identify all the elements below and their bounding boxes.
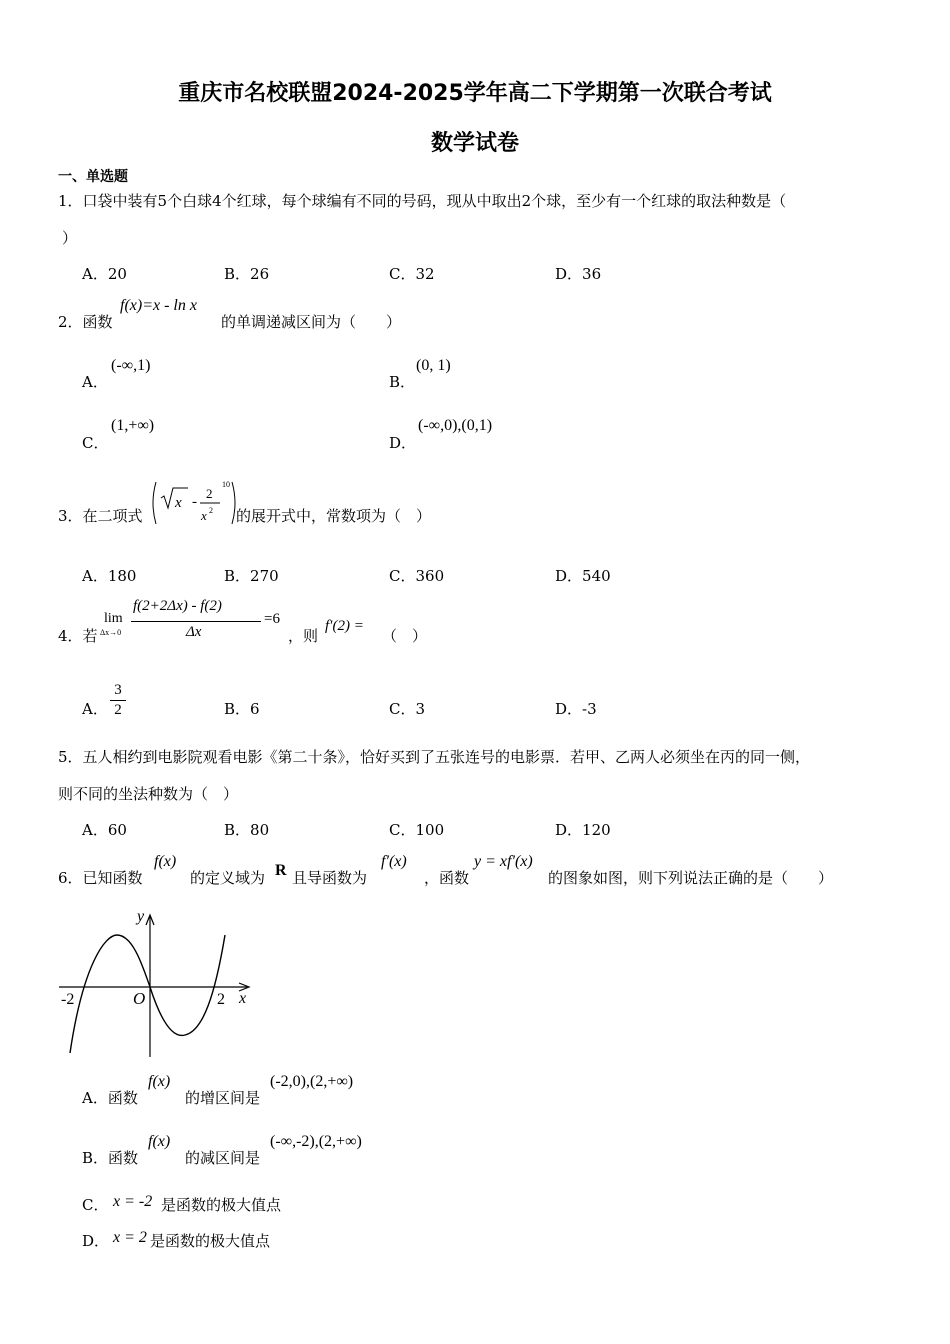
graph-curve [70,935,225,1053]
svg-text:2: 2 [209,506,213,515]
q4-option-d[interactable]: D．-3 [555,700,597,718]
q4-mid: ，则 [288,627,319,645]
q6-option-b-label: B． [82,1149,109,1167]
q6-post: 的图象如图，则下列说法正确的是（ ） [548,869,834,887]
q6-option-a-label: A． [82,1089,108,1107]
q2-number: 2． [58,313,83,331]
q6-option-c-math: x = -2 [113,1193,153,1210]
q5-option-c[interactable]: C．100 [389,821,445,839]
graph-neg2-label: -2 [61,991,75,1008]
question-6 [58,867,143,888]
q4-option-b[interactable]: B．6 [224,700,260,718]
q6-pre: 已知函数 [82,869,143,887]
q4-option-c[interactable]: C．3 [389,700,426,718]
q6-option-b-mid: 的减区间是 [185,1149,261,1167]
q6-option-a-f: f(x) [148,1073,171,1090]
q3-binomial-expression [148,478,240,528]
q3-option-b[interactable]: B．270 [224,567,279,585]
q4-option-a-label[interactable]: A． [82,700,108,718]
q4-option-a-denominator: 2 [114,702,122,718]
q5-line2: 则不同的坐法种数为（ ） [58,785,239,803]
q4-lim-subscript: Δx→0 [100,628,122,637]
q1-option-a[interactable]: A．20 [82,265,127,283]
page-subtitle: 数学试卷 [430,131,519,156]
q5-line1: 五人相约到电影院观看电影《第二十条》，恰好买到了五张连号的电影票．若甲、乙两人必须坐在丙的同一侧， [82,748,811,766]
q1-option-c[interactable]: C．32 [389,265,435,283]
q1-text: 口袋中装有5个白球4个红球，每个球编有不同的号码，现从中取出2个球，至少有一个红球的取法种数是（ [82,192,787,210]
q6-mid3: ，函数 [424,869,470,887]
q3-post: 的展开式中，常数项为（ ） [236,507,432,525]
graph-x-label: x [239,990,247,1007]
q6-option-b-f: f(x) [148,1133,171,1150]
q4-option-a-numerator: 3 [114,682,122,698]
q4-rhs: f′(2) = [325,618,364,634]
q6-option-d-text: 是函数的极大值点 [150,1232,271,1250]
q3-option-d[interactable]: D．540 [555,567,611,585]
q2-option-b-value: (0, 1) [416,357,451,374]
q4-fraction-bar [131,621,261,622]
svg-text:x: x [175,495,182,511]
graph-origin-label: O [133,989,146,1008]
q6-option-d-math: x = 2 [113,1229,147,1246]
q4-post: （ ） [382,627,428,645]
q6-option-b-value: (-∞,-2),(2,+∞) [270,1133,362,1150]
q6-R: R [275,862,287,879]
q2-option-d-label[interactable]: D． [389,434,417,452]
q6-option-c-text: 是函数的极大值点 [161,1196,282,1214]
q3-pre: 在二项式 [82,507,143,525]
page-title: 重庆市名校联盟2024-2025学年高二下学期第一次联合考试 [178,81,772,106]
q4-number: 4． [58,627,83,645]
question-3 [58,505,143,526]
q6-option-a-pre: 函数 [107,1089,138,1107]
svg-text:-: - [192,494,197,510]
q6-option-a-mid: 的增区间是 [185,1089,261,1107]
q4-numerator: f(2+2Δx) - f(2) [133,598,222,614]
q6-mid2: 且导函数为 [292,869,368,887]
q4-equals: =6 [264,611,280,627]
svg-text:2: 2 [206,486,213,501]
q4-option-a-fraction [108,682,128,719]
q6-option-a-value: (-2,0),(2,+∞) [270,1073,354,1090]
q1-option-d[interactable]: D．36 [555,265,602,283]
graph-y-label: y [137,908,145,925]
q5-option-b[interactable]: B．80 [224,821,270,839]
svg-text:x: x [201,508,207,523]
q6-y: y = xf′(x) [474,853,533,870]
q5-option-a[interactable]: A．60 [82,821,127,839]
q6-option-c[interactable] [82,1194,108,1215]
q6-option-d[interactable] [82,1230,109,1251]
question-2 [58,311,113,332]
q2-pre: 函数 [82,313,113,331]
q5-option-d[interactable]: D．120 [555,821,611,839]
q6-option-a[interactable] [82,1087,138,1108]
q2-formula: f(x)=x - ln x [120,297,197,314]
q1-number: 1． [58,192,83,210]
q6-option-d-label: D． [82,1232,110,1250]
q2-option-a-label[interactable]: A． [82,373,108,391]
q2-option-b-label[interactable]: B． [389,373,416,391]
q6-graph [55,905,255,1060]
q6-f: f(x) [154,853,177,870]
q6-option-b[interactable] [82,1147,138,1168]
q4-denominator: Δx [186,624,202,640]
q3-option-c[interactable]: C．360 [389,567,445,585]
q1-close-paren: ） [62,229,78,247]
q4-pre: 若 [82,627,98,645]
q6-option-b-pre: 函数 [108,1149,139,1167]
q6-option-c-label: C． [82,1196,109,1214]
q2-post: 的单调递减区间为（ ） [221,313,402,331]
question-1 [58,190,786,211]
q6-number: 6． [58,869,83,887]
q6-fp: f′(x) [381,853,407,870]
q4-lim: lim [104,611,123,626]
q2-option-c-label[interactable]: C． [82,434,109,452]
q3-exponent: 10 [222,480,230,489]
q2-option-a-value: (-∞,1) [111,357,151,374]
question-4 [58,625,98,646]
q3-option-a[interactable]: A．180 [82,567,137,585]
section-heading: 一、单选题 [58,169,128,185]
q5-number: 5． [58,748,83,766]
graph-pos2-label: 2 [217,991,225,1008]
q3-number: 3． [58,507,83,525]
q6-mid1: 的定义域为 [190,869,266,887]
question-5 [58,746,810,767]
q2-option-c-value: (1,+∞) [111,417,155,434]
q1-option-b[interactable]: B．26 [224,265,270,283]
q2-option-d-value: (-∞,0),(0,1) [418,417,493,434]
